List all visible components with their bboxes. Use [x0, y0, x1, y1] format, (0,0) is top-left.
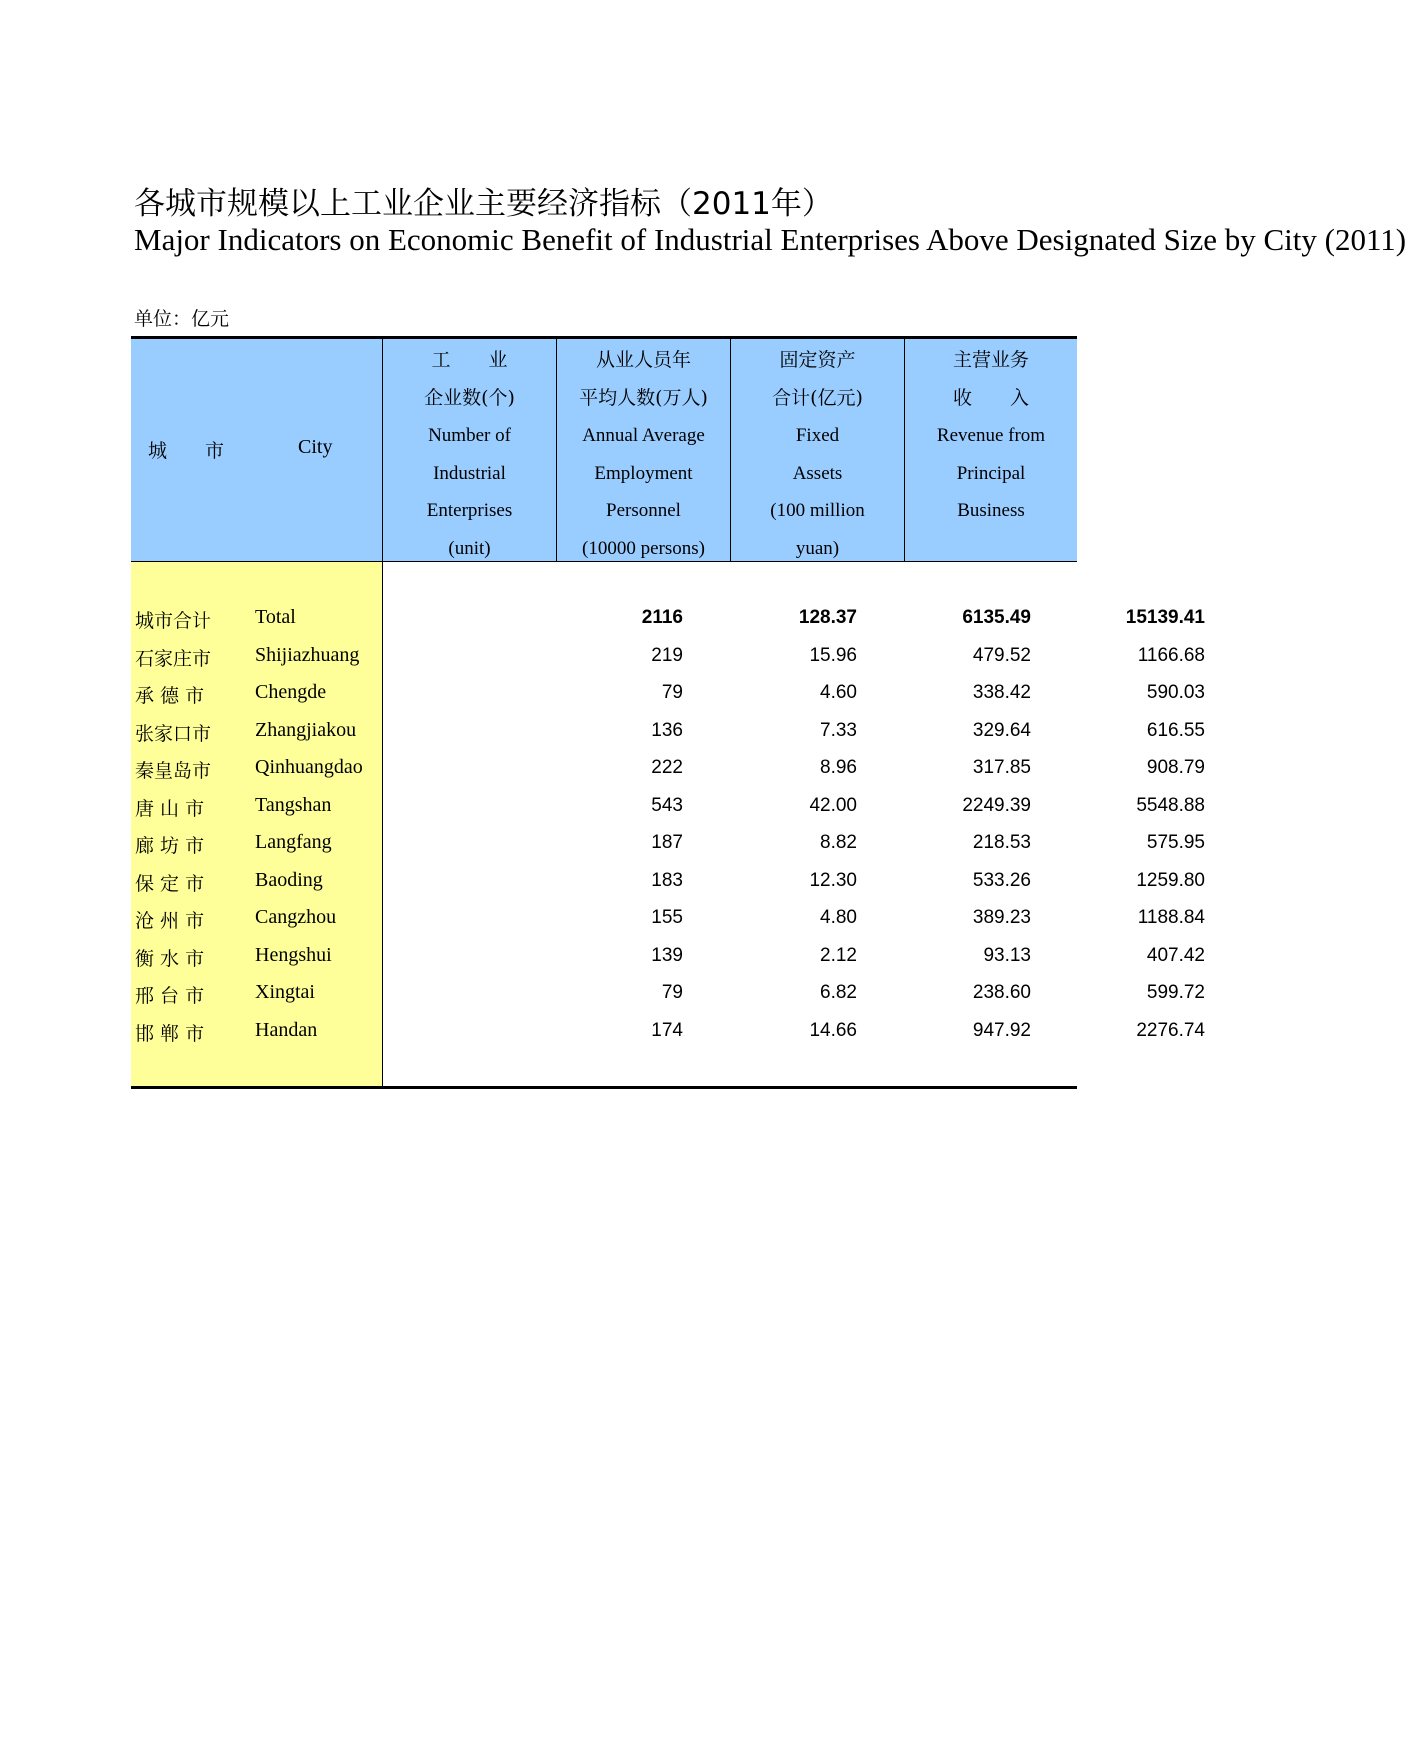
- table-row: [131, 938, 1205, 975]
- cell-fixed-assets: 238.60: [972, 982, 1031, 1003]
- city-name-english: Baoding: [255, 869, 323, 891]
- header-line: yuan): [795, 537, 840, 559]
- table-row: [131, 900, 1205, 937]
- header-line: Revenue from: [936, 425, 1046, 447]
- column-header-employment: [557, 338, 730, 562]
- header-line: (100 million: [770, 500, 865, 522]
- cell-revenue: 1259.80: [1136, 870, 1205, 891]
- city-name-chinese: 承 德 市: [135, 685, 205, 707]
- cell-employment: 8.82: [820, 832, 857, 853]
- table-row: [131, 975, 1205, 1012]
- header-line: 主营业务: [952, 349, 1029, 371]
- city-name-chinese: 邯 郸 市: [135, 1023, 205, 1045]
- table-row: [131, 788, 1205, 825]
- table-row: [131, 638, 1205, 675]
- city-name-english: Cangzhou: [255, 906, 337, 928]
- cell-fixed-assets: 218.53: [972, 832, 1031, 853]
- cell-revenue: 575.95: [1146, 832, 1205, 853]
- city-name-chinese: 张家口市: [135, 723, 212, 745]
- column-header-revenue: [905, 338, 1077, 562]
- cell-enterprises: 79: [661, 982, 683, 1003]
- header-line: (unit): [448, 537, 491, 559]
- cell-enterprises: 136: [651, 720, 683, 741]
- city-name-english: Total: [255, 606, 296, 628]
- cell-enterprises: 183: [651, 870, 683, 891]
- header-line: Employment: [594, 462, 693, 484]
- cell-fixed-assets: 533.26: [972, 870, 1031, 891]
- cell-employment: 4.60: [820, 682, 857, 703]
- cell-employment: 8.96: [820, 757, 857, 778]
- city-name-english: Hengshui: [255, 944, 332, 966]
- city-name-chinese: 邢 台 市: [135, 985, 205, 1007]
- cell-employment: 14.66: [809, 1020, 857, 1041]
- table-row: [131, 1013, 1205, 1050]
- cell-revenue: 5548.88: [1136, 795, 1205, 816]
- cell-revenue: 908.79: [1146, 757, 1205, 778]
- cell-employment: 128.37: [798, 607, 857, 628]
- cell-employment: 42.00: [809, 795, 857, 816]
- header-line: 收 入: [952, 386, 1029, 409]
- city-name-chinese: 廊 坊 市: [135, 835, 205, 857]
- header-line: Assets: [792, 462, 843, 484]
- header-line: 合计(亿元): [772, 386, 863, 409]
- cell-fixed-assets: 93.13: [983, 945, 1031, 966]
- column-header-enterprises: [383, 338, 556, 562]
- cell-fixed-assets: 947.92: [972, 1020, 1031, 1041]
- cell-fixed-assets: 389.23: [972, 907, 1031, 928]
- table-row-total: [131, 600, 1205, 637]
- cell-revenue: 616.55: [1146, 720, 1205, 741]
- city-name-chinese: 秦皇岛市: [135, 760, 212, 782]
- cell-enterprises: 219: [651, 645, 683, 666]
- cell-employment: 15.96: [809, 645, 857, 666]
- city-name-english: Xingtai: [255, 981, 315, 1003]
- header-line: Industrial: [433, 462, 506, 484]
- cell-revenue: 1166.68: [1137, 645, 1205, 666]
- header-line: Annual Average: [582, 425, 705, 447]
- cell-employment: 4.80: [820, 907, 857, 928]
- cell-revenue: 407.42: [1146, 945, 1205, 966]
- cell-enterprises: 155: [651, 907, 683, 928]
- cell-enterprises: 222: [651, 757, 683, 778]
- header-line: 平均人数(万人): [579, 386, 708, 409]
- cell-fixed-assets: 338.42: [972, 682, 1031, 703]
- cell-revenue: 2276.74: [1136, 1020, 1205, 1041]
- table-row: [131, 713, 1205, 750]
- city-name-english: Shijiazhuang: [255, 644, 360, 666]
- cell-revenue: 1188.84: [1137, 907, 1205, 928]
- cell-employment: 12.30: [809, 870, 857, 891]
- header-line: 工 业: [431, 349, 508, 371]
- city-name-chinese: 保 定 市: [135, 873, 205, 895]
- city-name-chinese: 城市合计: [135, 610, 212, 632]
- header-line: Enterprises: [426, 500, 513, 522]
- header-line: 固定资产: [779, 349, 856, 371]
- header-line: Personnel: [606, 500, 681, 522]
- cell-enterprises: 543: [651, 795, 683, 816]
- header-line: 企业数(个): [424, 386, 515, 409]
- header-line: Principal: [956, 462, 1026, 484]
- column-header-fixed-assets: [731, 338, 904, 562]
- cell-fixed-assets: 479.52: [972, 645, 1031, 666]
- cell-revenue: 590.03: [1146, 682, 1205, 703]
- cell-fixed-assets: 2249.39: [962, 795, 1031, 816]
- table-row: [131, 863, 1205, 900]
- city-name-english: Handan: [255, 1019, 318, 1041]
- table-row: [131, 675, 1205, 712]
- cell-employment: 2.12: [820, 945, 857, 966]
- city-header-english: City: [298, 436, 333, 458]
- cell-revenue: 15139.41: [1125, 607, 1205, 628]
- header-line: Business: [957, 500, 1025, 522]
- city-name-english: Tangshan: [255, 794, 332, 816]
- header-line: Number of: [428, 425, 511, 447]
- page-title-chinese: 各城市规模以上工业企业主要经济指标（2011年）: [134, 186, 833, 222]
- city-name-chinese: 石家庄市: [135, 648, 212, 670]
- city-name-english: Qinhuangdao: [255, 756, 363, 778]
- cell-fixed-assets: 6135.49: [962, 607, 1031, 628]
- cell-employment: 7.33: [820, 720, 857, 741]
- unit-label: 单位：亿元: [134, 308, 230, 330]
- city-name-chinese: 衡 水 市: [135, 948, 205, 970]
- table-bottom-border: [131, 1086, 1077, 1089]
- page-title-english: Major Indicators on Economic Benefit of Industrial Enterprises Above Designated Size by City (2011): [134, 222, 1406, 257]
- cell-enterprises: 79: [661, 682, 683, 703]
- city-name-chinese: 沧 州 市: [135, 910, 205, 932]
- table-row: [131, 750, 1205, 787]
- city-header-chinese: 城 市: [148, 440, 225, 462]
- cell-enterprises: 174: [651, 1020, 683, 1041]
- header-line: 从业人员年: [595, 349, 691, 371]
- city-name-chinese: 唐 山 市: [135, 798, 205, 820]
- header-line: Fixed: [795, 425, 840, 447]
- city-name-english: Zhangjiakou: [255, 719, 357, 741]
- cell-enterprises: 139: [651, 945, 683, 966]
- table-row: [131, 825, 1205, 862]
- city-name-english: Chengde: [255, 681, 327, 703]
- cell-revenue: 599.72: [1146, 982, 1205, 1003]
- city-name-english: Langfang: [255, 831, 332, 853]
- cell-enterprises: 2116: [641, 607, 683, 628]
- cell-employment: 6.82: [820, 982, 857, 1003]
- cell-enterprises: 187: [651, 832, 683, 853]
- header-line: (10000 persons): [582, 537, 705, 559]
- cell-fixed-assets: 317.85: [972, 757, 1031, 778]
- cell-fixed-assets: 329.64: [972, 720, 1031, 741]
